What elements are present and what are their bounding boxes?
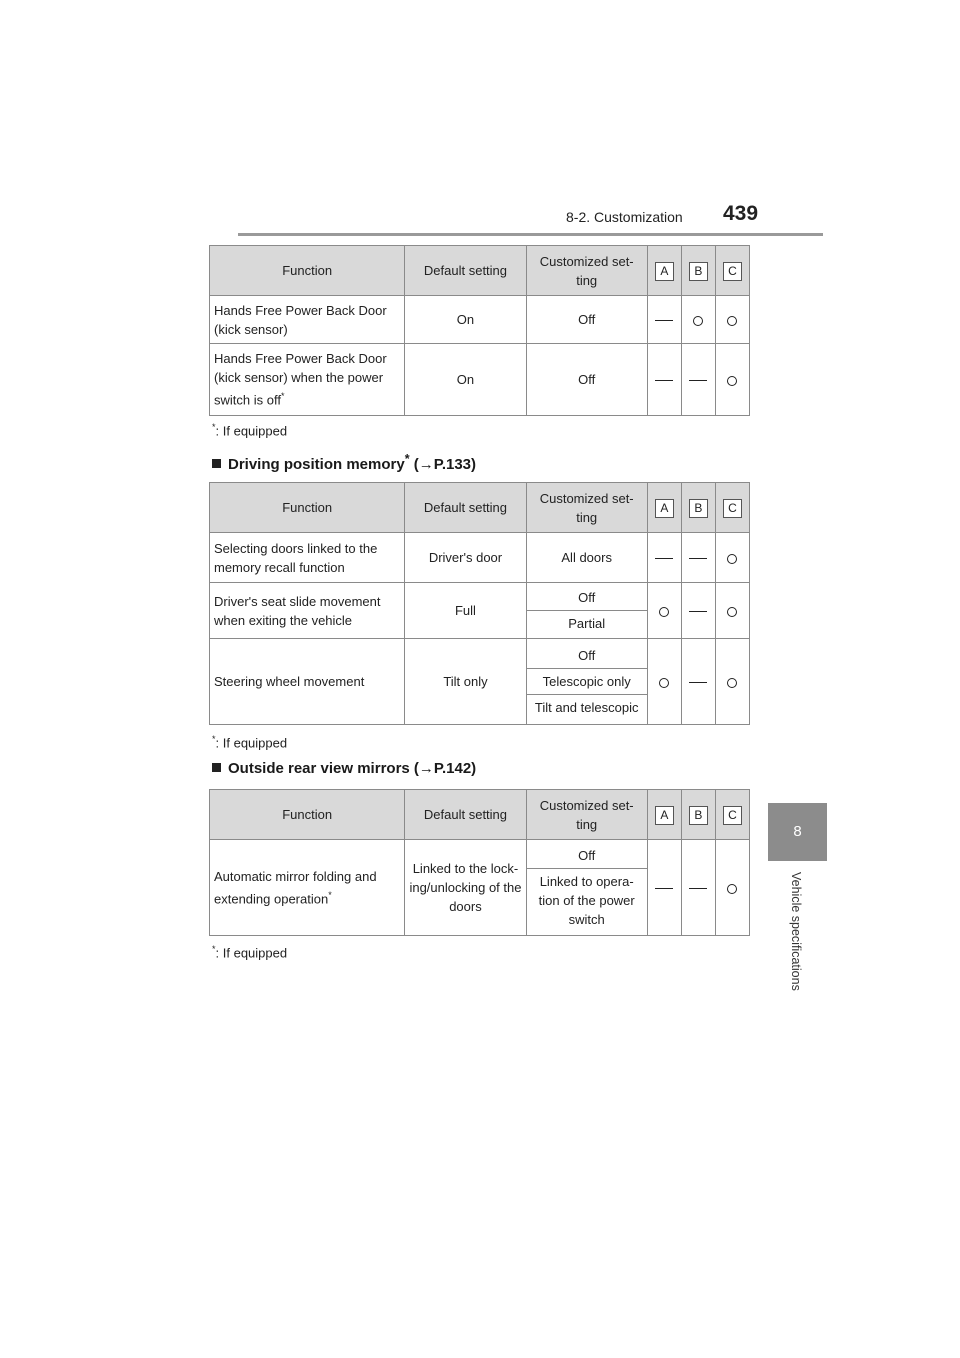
footnote-marker: * — [404, 452, 410, 466]
function-cell: Steering wheel movement — [210, 639, 405, 725]
header-c — [715, 790, 749, 840]
dash-mark — [689, 682, 707, 683]
header-customized: Customized set-ting — [526, 790, 647, 840]
dash-mark — [689, 888, 707, 889]
circle-mark — [727, 376, 737, 386]
cell-b — [681, 533, 715, 583]
badge-b: B — [689, 262, 708, 281]
cell-c — [715, 840, 749, 936]
footnote: *: If equipped — [212, 422, 288, 439]
footnote: *: If equipped — [212, 944, 288, 961]
badge-a: A — [655, 499, 674, 518]
function-text: Hands Free Power Back Door (kick sensor) when the power switch is off — [214, 351, 387, 408]
function-cell — [210, 344, 405, 416]
header-c — [715, 483, 749, 533]
section-title: Driving position memory — [228, 456, 405, 473]
cell-c — [715, 639, 749, 725]
circle-mark — [727, 884, 737, 894]
dash-mark — [689, 380, 707, 381]
page-reference-link[interactable]: (→P.142) — [413, 760, 477, 777]
header-c — [715, 246, 749, 296]
cell-a — [647, 533, 681, 583]
customized-cell — [526, 639, 647, 725]
header-function: Function — [210, 483, 405, 533]
customized-option: Telescopic only — [527, 668, 647, 694]
circle-mark — [727, 316, 737, 326]
circle-mark — [659, 678, 669, 688]
customized-cell: Off — [526, 296, 647, 344]
badge-c: C — [723, 806, 742, 825]
footnote-marker: * — [328, 889, 332, 900]
header-a — [647, 483, 681, 533]
circle-mark — [727, 607, 737, 617]
table-row — [210, 583, 750, 639]
badge-c: C — [723, 262, 742, 281]
header-divider — [238, 233, 823, 236]
page-number: 439 — [723, 202, 759, 225]
header-function: Function — [210, 246, 405, 296]
bullet-square-icon — [212, 459, 221, 468]
customized-option: Partial — [527, 610, 647, 636]
header-b — [681, 790, 715, 840]
cell-b — [681, 583, 715, 639]
cell-a — [647, 639, 681, 725]
chapter-tab[interactable] — [768, 803, 827, 861]
table-header-row — [210, 246, 750, 296]
footnote-marker: * — [212, 734, 216, 744]
header-default: Default setting — [405, 790, 526, 840]
function-cell: Selecting doors linked to the memory recall function — [210, 533, 405, 583]
customized-cell — [526, 840, 647, 936]
badge-b: B — [689, 806, 708, 825]
badge-b: B — [689, 499, 708, 518]
page-reference-link[interactable]: (→P.133) — [413, 456, 477, 473]
circle-mark — [659, 607, 669, 617]
default-cell: On — [405, 344, 526, 416]
customized-cell — [526, 583, 647, 639]
dash-mark — [689, 558, 707, 559]
header-b — [681, 246, 715, 296]
cell-a — [647, 583, 681, 639]
customized-option: Off — [578, 848, 596, 863]
cell-a — [647, 840, 681, 936]
customized-option: Off — [578, 648, 596, 663]
table-header-row — [210, 790, 750, 840]
cell-c — [715, 533, 749, 583]
default-cell: On — [405, 296, 526, 344]
header-a — [647, 246, 681, 296]
cell-c — [715, 344, 749, 416]
dash-mark — [655, 888, 673, 889]
default-cell: Full — [405, 583, 526, 639]
header-customized: Customized set-ting — [526, 483, 647, 533]
table-outside-mirrors — [209, 789, 750, 936]
section-heading-outside-mirrors — [212, 760, 476, 777]
chapter-number: 8 — [793, 823, 802, 840]
table-power-back-door — [209, 245, 750, 416]
section-title: Outside rear view mirrors — [228, 760, 410, 777]
chapter-label: Vehicle specifications — [789, 872, 803, 991]
cell-b — [681, 639, 715, 725]
table-header-row — [210, 483, 750, 533]
customized-option: Off — [578, 590, 596, 605]
header-a — [647, 790, 681, 840]
dash-mark — [655, 558, 673, 559]
customized-option: Linked to opera-tion of the power switch — [527, 868, 647, 932]
bullet-square-icon — [212, 763, 221, 772]
footnote-marker: * — [280, 391, 285, 402]
dash-mark — [655, 380, 673, 381]
footnote-marker: * — [212, 422, 216, 432]
section-heading-driving-position-memory — [212, 452, 476, 473]
default-cell: Tilt only — [405, 639, 526, 725]
section-header-title: 8-2. Customization — [566, 209, 683, 225]
footnote-text: If equipped — [222, 423, 288, 439]
badge-a: A — [655, 262, 674, 281]
cell-b — [681, 840, 715, 936]
circle-mark — [727, 554, 737, 564]
header-default: Default setting — [405, 483, 526, 533]
header-default: Default setting — [405, 246, 526, 296]
circle-mark — [693, 316, 703, 326]
table-row — [210, 296, 750, 344]
default-cell: Linked to the lock-ing/unlocking of the doors — [405, 840, 526, 936]
cell-c — [715, 296, 749, 344]
customized-cell: All doors — [526, 533, 647, 583]
footnote-marker: * — [212, 944, 216, 954]
footnote-text: If equipped — [222, 945, 288, 961]
cell-c — [715, 583, 749, 639]
header-function: Function — [210, 790, 405, 840]
dash-mark — [689, 611, 707, 612]
header-customized: Customized set-ting — [526, 246, 647, 296]
badge-a: A — [655, 806, 674, 825]
dash-mark — [655, 320, 673, 321]
function-cell: Hands Free Power Back Door (kick sensor) — [210, 296, 405, 344]
function-text: Automatic mirror folding and extending operation — [214, 868, 377, 907]
footnote-text: If equipped — [222, 735, 288, 751]
default-cell: Driver's door — [405, 533, 526, 583]
customized-option: Tilt and telescopic — [527, 694, 647, 720]
table-row — [210, 344, 750, 416]
table-row — [210, 533, 750, 583]
circle-mark — [727, 678, 737, 688]
cell-b — [681, 296, 715, 344]
function-cell — [210, 840, 405, 936]
cell-a — [647, 296, 681, 344]
table-driving-position-memory — [209, 482, 750, 725]
footnote: *: If equipped — [212, 734, 288, 751]
cell-a — [647, 344, 681, 416]
table-row — [210, 840, 750, 936]
cell-b — [681, 344, 715, 416]
badge-c: C — [723, 499, 742, 518]
customized-cell: Off — [526, 344, 647, 416]
table-row — [210, 639, 750, 725]
header-b — [681, 483, 715, 533]
function-cell: Driver's seat slide movement when exiting the vehicle — [210, 583, 405, 639]
